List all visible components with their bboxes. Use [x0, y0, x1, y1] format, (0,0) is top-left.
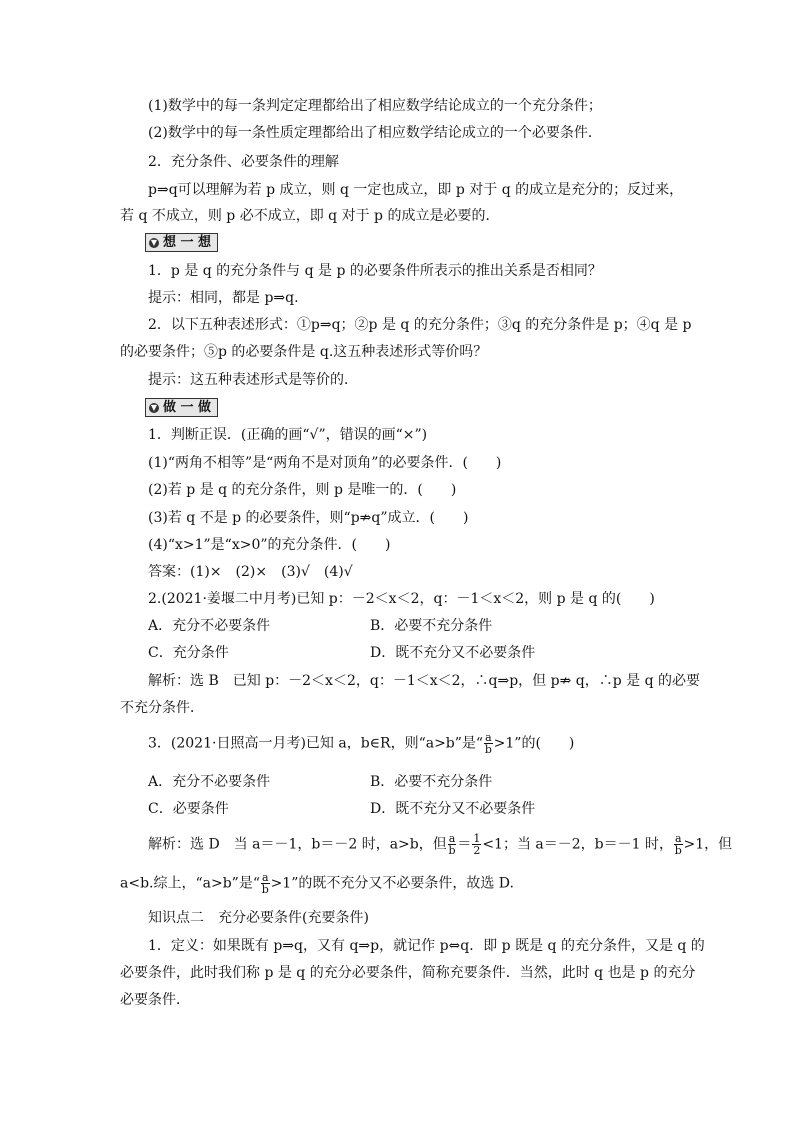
option-c: C．必要条件	[148, 801, 229, 817]
option-b: B．必要不充分条件	[370, 774, 493, 790]
solution-line: 解析：选 B 已知 p：－2＜x＜2，q：－1＜x＜2，∴q⇒p，但 p⇏ q，∴p 是 q 的必要	[148, 673, 701, 689]
option-c: C．充分条件	[148, 645, 229, 661]
text-line: 提示：相同，都是 p⇒q.	[148, 290, 299, 306]
section-heading: 知识点二 充分必要条件(充要条件)	[148, 910, 369, 926]
text-line: (2)若 p 是 q 的充分条件，则 p 是唯一的．( )	[148, 482, 457, 498]
solution-line: a<b.综上，“a>b”是“ $\frac{a}{b}$ >1”的既不充分又不必要条件，故选 D.	[120, 871, 514, 896]
solution-line: 不充分条件．	[120, 700, 204, 716]
chevron-down-icon: ▼	[150, 402, 158, 412]
answer-line: 答案：(1)× (2)× (3)√ (4)√	[148, 564, 353, 580]
text-line: 1．定义：如果既有 p⇒q，又有 q⇒p，就记作 p⇔q．即 p 既是 q 的充分条件，又是 q 的	[148, 938, 705, 954]
text-line: 1．判断正误．(正确的画“√”，错误的画“×”)	[148, 427, 428, 443]
text-line: 2．充分条件、必要条件的理解	[148, 154, 339, 170]
tag-label: 做 一 做	[163, 400, 212, 415]
question-line: 2.(2021·姜堰二中月考)已知 p：－2＜x＜2，q：－1＜x＜2，则 p 是 q 的( )	[148, 591, 655, 607]
text-line: 2．以下五种表述形式：①p⇒q；②p 是 q 的充分条件；③q 的充分条件是 p；④q 是 p	[148, 317, 692, 333]
question-line: 3．(2021·日照高一月考)已知 a，b∈R，则“a>b”是“ $\frac{a}{b}$ >1”的( )	[148, 731, 575, 756]
text-line: 必要条件，此时我们称 p 是 q 的充分必要条件，简称充要条件．当然，此时 q 也是 p 的充分	[120, 965, 696, 981]
option-a: A．充分不必要条件	[148, 774, 271, 790]
think-section-tag	[145, 233, 218, 252]
text-line: 必要条件．	[120, 992, 190, 1008]
fraction: $\frac{a}{b}$	[261, 871, 269, 896]
tag-label: 想 一 想	[163, 235, 212, 250]
option-a: A．充分不必要条件	[148, 618, 271, 634]
text-line: (3)若 q 不是 p 的必要条件，则“p⇏q”成立．( )	[148, 510, 469, 526]
fraction: $\frac{a}{b}$	[674, 832, 682, 857]
text-line: (1)“两角不相等”是“两角不是对顶角”的必要条件．( )	[148, 455, 502, 471]
solution-line: 解析：选 D 当 a＝－1，b＝－2 时，a>b，但 $\frac{a}{b}$ ＝ $\frac{1}{2}$ <1；当 a＝－2，b＝－1 时， $\frac{a}{b}$ >1，但	[148, 832, 733, 857]
text-line: (4)“x>1”是“x>0”的充分条件．( )	[148, 537, 391, 553]
text-line: 1．p 是 q 的充分条件与 q 是 p 的必要条件所表示的推出关系是否相同？	[148, 263, 602, 279]
do-section-tag	[145, 398, 218, 417]
text-line: 若 q 不成立，则 p 必不成立，即 q 对于 p 的成立是必要的．	[120, 208, 500, 224]
text-line: (2)数学中的每一条性质定理都给出了相应数学结论成立的一个必要条件．	[148, 125, 602, 141]
text-line: (1)数学中的每一条判定定理都给出了相应数学结论成立的一个充分条件；	[148, 98, 602, 114]
option-d: D．既不充分又不必要条件	[370, 801, 536, 817]
fraction: $\frac{a}{b}$	[484, 731, 492, 756]
fraction: $\frac{a}{b}$	[448, 832, 456, 857]
text-line: 的必要条件；⑤p 的必要条件是 q.这五种表述形式等价吗？	[120, 344, 488, 360]
chevron-down-icon: ▼	[150, 237, 158, 247]
text-line: 提示：这五种表述形式是等价的．	[148, 372, 358, 388]
fraction: $\frac{1}{2}$	[473, 832, 481, 857]
text-line: p⇒q可以理解为若 p 成立，则 q 一定也成立，即 p 对于 q 的成立是充分的；反过来，	[148, 182, 684, 198]
option-d: D．既不充分又不必要条件	[370, 645, 536, 661]
option-b: B．必要不充分条件	[370, 618, 493, 634]
